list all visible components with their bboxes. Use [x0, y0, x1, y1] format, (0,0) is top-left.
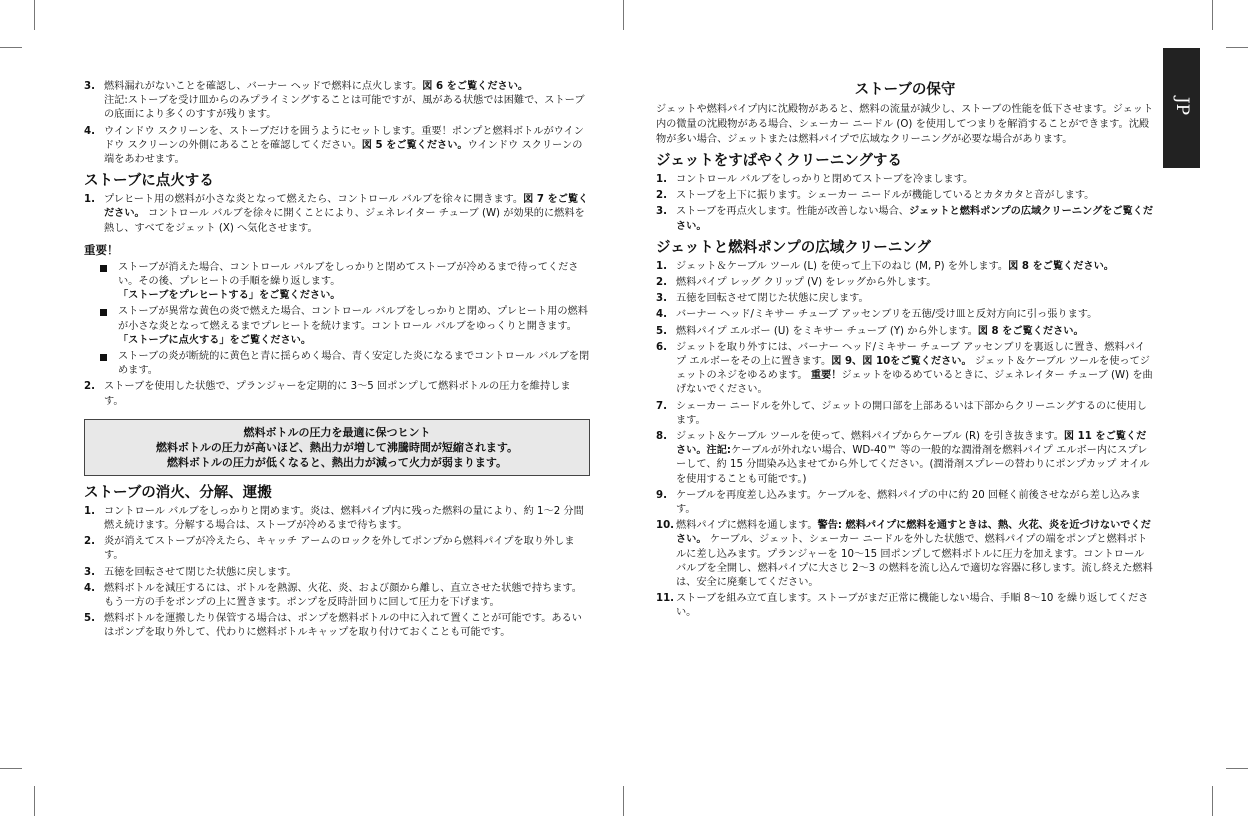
section-heading-maintenance: ストーブの保守	[854, 82, 956, 98]
list-item	[84, 80, 590, 123]
list-item	[656, 173, 1154, 187]
figure-ref: 図 8 をご覧ください。	[977, 325, 1084, 337]
language-tab-label: JP	[1172, 96, 1192, 116]
figure-ref: 図 6 をご覧ください。	[422, 81, 529, 92]
step-number: 7.	[656, 400, 667, 412]
step-text: ケーブル、ジェット、シェーカー ニードルを外した状態で、燃料パイプの端をポンプと燃料ボトルに差し込みます。プランジャーを 10〜15 回ポンプして燃料ボトルに圧力を加えます。コントロール バルブを全開し、燃料パイプに大さじ 2〜3 の燃料を流し込んで適切な容器に移します。流し終えた燃料は、安全に廃棄してください。	[676, 534, 1153, 589]
step-text: ケーブルを再度差し込みます。ケーブルを、燃料パイプの中に約 20 回軽く前後させながら差し込みます。	[676, 489, 1141, 516]
step-number: 1.	[656, 260, 667, 272]
bullet-square-icon	[100, 354, 107, 361]
step-number: 2.	[656, 190, 667, 202]
figure-ref: 図 8 をご覧ください。	[1008, 260, 1114, 272]
right-column	[656, 80, 1154, 623]
list-item	[656, 189, 1154, 203]
step-number: 2.	[656, 277, 667, 289]
list-item	[656, 519, 1154, 590]
crop-mark	[1212, 786, 1213, 816]
step-text: 燃料パイプ レッグ クリップ (V) をレッグから外します。	[676, 277, 937, 289]
bullet-text: ストーブが異常な黄色の炎で燃えた場合、コントロール バルブをしっかりと閉め、プレヒート用の燃料が小さな炎となって燃えるまでプレヒートを続けます。コントロール バルブをゆっくりと開きます。	[118, 306, 588, 332]
step-text: コントロール バルブを徐々に開くことにより、ジェネレイター チューブ (W) が効果的に燃料を熱し、すべてをジェット (X) へ気化させます。	[104, 208, 585, 234]
list-item	[84, 193, 590, 236]
step-text: プレヒート用の燃料が小さな炎となって燃えたら、コントロール バルブを徐々に開きます。	[104, 194, 524, 206]
list-item	[656, 205, 1154, 233]
step-number: 3.	[656, 293, 667, 305]
list-item	[84, 535, 590, 563]
step-number: 2.	[84, 536, 95, 548]
bullet-square-icon	[100, 265, 107, 272]
section-heading-quick-clean: ジェットをすばやくクリーニングする	[656, 153, 902, 169]
step-text: ジェット＆ケーブル ツールを使って、燃料パイプからケーブル (R) を引き抜きます。	[676, 431, 1064, 443]
step-number: 10.	[656, 520, 675, 532]
crop-mark	[0, 47, 22, 48]
figure-ref: 図 5 をご覧ください。	[361, 139, 468, 151]
step-number: 1.	[84, 505, 95, 517]
step-text: ジェットを取り外すには、バーナー ヘッド/ミキサー チューブ アッセンブリを裏返しに置き、燃料パイプ エルボーをその上に置きます。	[676, 341, 1146, 368]
list-item	[84, 125, 590, 168]
step-number: 1.	[656, 174, 667, 185]
step-number: 5.	[656, 325, 667, 337]
step-number: 3.	[656, 206, 667, 218]
step-text: ストーブを組み立て直します。ストーブがまだ正常に機能しない場合、手順 8〜10 を繰り返してください。	[676, 593, 1149, 619]
section-heading-extinguish: ストーブの消火、分解、運搬	[84, 484, 272, 501]
crop-mark	[1226, 768, 1248, 769]
step-text: シェーカー ニードルを外して、ジェットの開口部を上部あるいは下部からクリーニングするのに使用します。	[676, 400, 1147, 426]
list-item	[84, 505, 590, 533]
step-number: 2.	[84, 381, 95, 393]
step-text: ジェット＆ケーブル ツール (L) を使って上下のねじ (M, P) を外します。	[676, 260, 1009, 272]
figure-ref: 図 7 をご覧ください。	[104, 194, 589, 220]
step-text: 五徳を回転させて閉じた状態に戻します。	[676, 293, 869, 305]
list-item	[656, 276, 1154, 290]
list-item	[84, 566, 590, 580]
important-label: 重要！	[810, 370, 842, 382]
step-number: 9.	[656, 489, 667, 501]
step-text: ストーブを使用した状態で、プランジャーを定期的に 3〜5 回ポンプして燃料ボトルの圧力を維持します。	[104, 381, 571, 407]
crop-mark	[0, 768, 22, 769]
section-ref: ジェットと燃料ポンプの広域クリーニングをご覧ください。	[676, 206, 1154, 232]
crop-mark	[34, 786, 35, 816]
bullet-item	[84, 261, 590, 304]
figure-ref: 図 9、図 10をご覧ください。	[831, 356, 972, 368]
list-item	[656, 292, 1154, 306]
step-text: コントロール バルブをしっかりと閉めてストーブを冷まします。	[676, 174, 974, 185]
figure-ref: 図 11 をご覧ください。注記:	[676, 431, 1147, 457]
list-item	[84, 582, 590, 610]
list-item	[656, 341, 1154, 398]
step-number: 3.	[84, 81, 95, 92]
bullet-text: ストーブの炎が断続的に黄色と青に揺らめく場合、青く安定した炎になるまでコントロール バルブを閉めます。	[118, 351, 590, 377]
crop-mark	[1212, 0, 1213, 30]
step-number: 11.	[656, 593, 675, 605]
tip-line: 燃料ボトルの圧力が高いほど、熱出力が増して沸騰時間が短縮されます。	[155, 440, 519, 454]
step-text: コントロール バルブをしっかりと閉めます。炎は、燃料パイプ内に残った燃料の量により、約 1〜2 分間燃え続けます。分解する場合は、ストーブが冷めるまで待ちます。	[104, 505, 584, 532]
step-number: 6.	[656, 341, 667, 353]
step-text: ケーブルが外れない場合、WD-40™ 等の一般的な潤滑剤を燃料パイプ エルボー内にスプレーして、約 15 分間染み込ませてから外してください。(潤滑剤スプレーの替わりにポンプカップ オイルを使用することも可能です。)	[676, 445, 1150, 485]
step-text: ウインドウ スクリーンの端をあわせます。	[104, 139, 583, 166]
center-fold-mark	[623, 0, 624, 30]
list-item	[84, 612, 590, 640]
step-text: ストーブを再点火します。性能が改善しない場合、	[676, 206, 909, 218]
step-text: 燃料ボトルを減圧するには、ボトルを熱源、火花、炎、および顔から離し、直立させた状態で持ちます。もう一方の手をポンプの上に置きます。ポンプを反時計回りに回して圧力を下げます。	[104, 582, 582, 609]
step-text: ジェットをゆるめているときに、ジェネレイター チューブ (W) を曲げないでください。	[676, 370, 1153, 396]
center-fold-mark	[623, 786, 624, 816]
section-ref: 「ストーブに点火する」をご覧ください。	[118, 334, 312, 346]
step-number: 4.	[84, 582, 95, 594]
tip-title: 燃料ボトルの圧力を最適に保つヒント	[243, 425, 431, 439]
bullet-text: ストーブが消えた場合、コントロール バルブをしっかりと閉めてストーブが冷めるまで待ってください。その後、プレヒートの手順を繰り返します。	[118, 261, 579, 288]
important-heading: 重要！	[84, 242, 119, 257]
step-number: 8.	[656, 431, 667, 443]
step-number: 4.	[84, 125, 95, 137]
maintenance-paragraph: ジェットや燃料パイプ内に沈殿物があると、燃料の流量が減少し、ストーブの性能を低下させます。ジェット内の微量の沈殿物がある場合、シェーカー ニードル (O) を使用してつまりを解消することができます。沈殿物が多い場合、ジェットまたは燃料パイプで広域なクリーニングが必要な場合があります。	[656, 104, 1154, 145]
step-text: バーナー ヘッド/ミキサー チューブ アッセンブリを五徳/受け皿と反対方向に引っ張ります。	[676, 309, 1098, 321]
left-column	[84, 80, 590, 643]
step-text: 炎が消えてストーブが冷えたら、キャッチ アームのロックを外してポンプから燃料パイプを取り外します。	[104, 536, 575, 562]
bullet-square-icon	[100, 309, 107, 316]
section-ref: 「ストーブをプレヒートする」をご覧ください。	[118, 290, 341, 302]
step-text: 燃料パイプに燃料を通します。	[676, 520, 818, 532]
list-item	[656, 400, 1154, 428]
step-text: 燃料パイプ エルボー (U) をミキサー チューブ (Y) から外します。	[676, 325, 978, 337]
step-number: 1.	[84, 194, 95, 206]
step-number: 5.	[84, 613, 95, 625]
step-number: 4.	[656, 309, 667, 321]
bullet-item	[84, 350, 590, 378]
section-heading-wide-clean: ジェットと燃料ポンプの広域クリーニング	[656, 239, 931, 256]
step-text: ジェット＆ケーブル ツールを使ってジェットのネジをゆるめます。	[676, 356, 1150, 382]
step-text: ストーブを上下に振ります。シェーカー ニードルが機能しているとカタカタと音がします。	[676, 190, 1095, 202]
list-item	[84, 380, 590, 408]
bullet-item	[84, 305, 590, 348]
crop-mark	[1226, 47, 1248, 48]
list-item	[656, 325, 1154, 339]
tip-box	[84, 419, 590, 476]
step-text: 五徳を回転させて閉じた状態に戻します。	[104, 566, 297, 578]
step-number: 3.	[84, 566, 95, 578]
list-item	[656, 430, 1154, 487]
list-item	[656, 592, 1154, 620]
tip-line: 燃料ボトルの圧力が低くなると、熱出力が減って火力が弱まります。	[166, 455, 508, 469]
step-text: 燃料ボトルを運搬したり保管する場合は、ポンプを燃料ボトルの中に入れて置くことが可能です。あるいはポンプを取り外して、代わりに燃料ボトルキャップを取り付けておくことも可能です。	[104, 613, 582, 639]
note-text: 注記:ストーブを受け皿からのみプライミングすることは可能ですが、風がある状態では困難で、ストーブの底面により多くのすすが残ります。	[104, 95, 585, 121]
list-item	[656, 260, 1154, 274]
step-text: ウインドウ スクリーンを、ストーブだけを囲うようにセットします。重要！ポンプと燃料ボトルがウインドウ スクリーンの外側にあることを確認してください。	[104, 125, 584, 151]
list-item	[656, 308, 1154, 322]
warning-text: 警告: 燃料パイプに燃料を通すときは、熱、火花、炎を近づけないでください。	[676, 520, 1151, 546]
list-item	[656, 489, 1154, 517]
crop-mark	[34, 0, 35, 30]
step-text: 燃料漏れがないことを確認し、バーナー ヘッドで燃料に点火します。	[104, 81, 423, 92]
section-heading-light-stove: ストーブに点火する	[84, 173, 214, 190]
